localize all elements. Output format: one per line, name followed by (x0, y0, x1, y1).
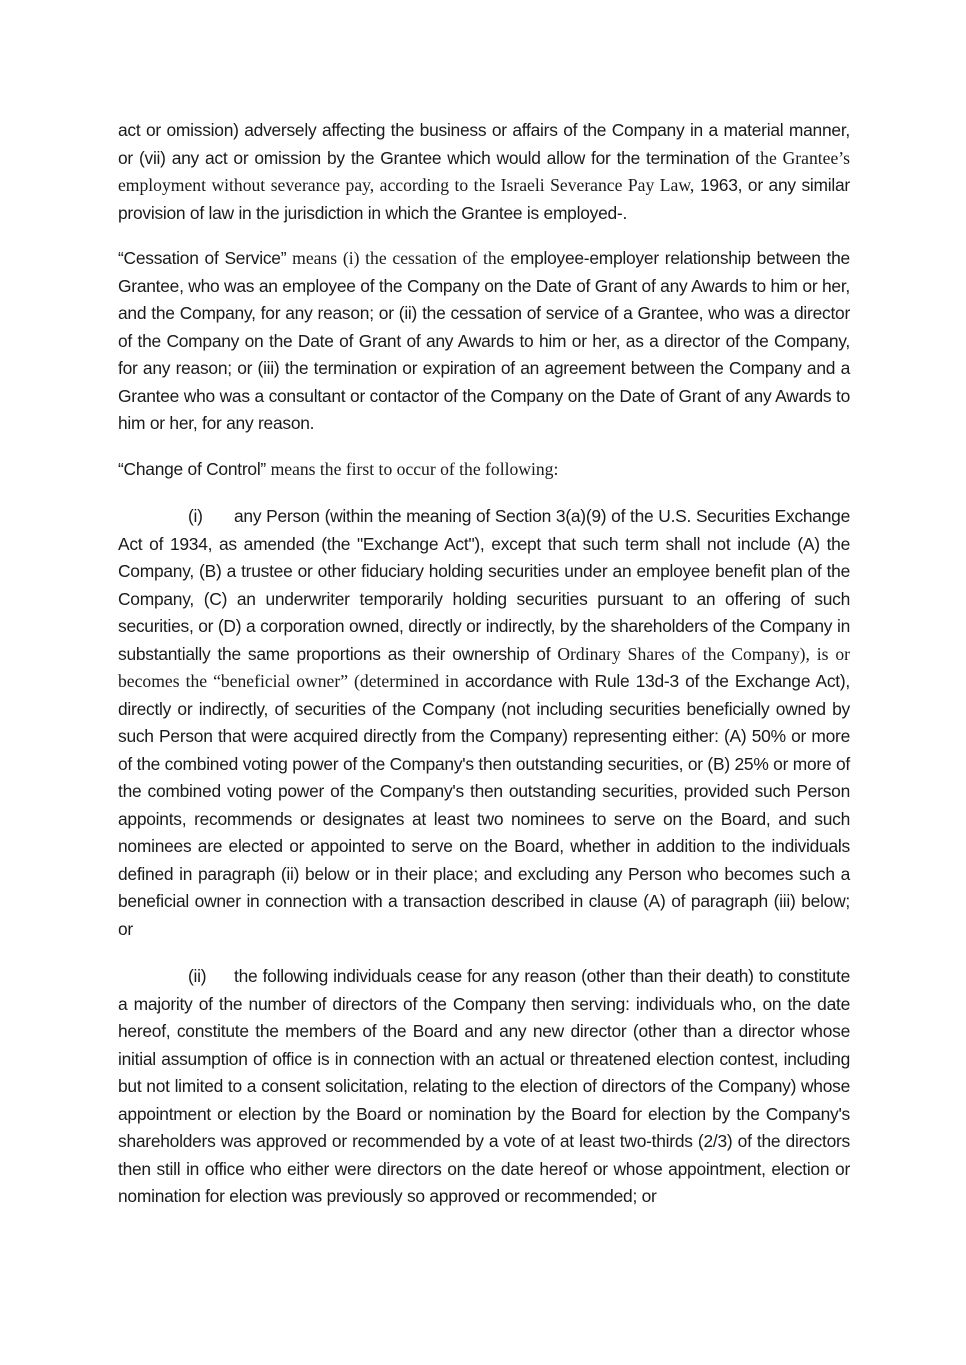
list-item-text: accordance with Rule 13d-3 of the Exchange Act), directly or indirectly, of securities of the Company (not including securities beneficially owned by such Person that were acquired directly from the Company) representing either: (A) 50% or more of the combined voting power of the Company's then outstanding securities, or (B) 25% or more of the combined voting power of the Company's then outstanding securities, provided such Person appoints, recommends or designates at least two nominees to serve on the Board, and such nominees are elected or appointed to serve on the Board, whether in addition to the individuals defined in paragraph (ii) below or in their place; and excluding any Person who becomes such a beneficial owner in connection with a transaction described in clause (A) of paragraph (iii) below; or (118, 671, 850, 939)
paragraph-cause-continuation (118, 117, 850, 227)
list-number: (ii) (188, 966, 207, 986)
paragraph-text-serif: the Grantee’s employment without severance pay, according to the Israeli Severance Pay Law, (118, 147, 850, 195)
paragraph-text: act or omission) adversely affecting the business or affairs of the Company in a material manner, or (vii) any act or omission by the Grantee which would allow for the termination of (118, 120, 850, 168)
list-item-i (118, 503, 850, 943)
defined-term: “Change of Control” (118, 458, 266, 479)
definition-lead: means (i) the cessation of the (292, 248, 505, 268)
list-item-ii (118, 963, 850, 1211)
document-page (118, 117, 850, 1211)
list-number: (i) (188, 506, 203, 526)
definition-lead: means the first to occur of the following: (270, 458, 559, 479)
paragraph-text: 1963, or any similar provision of law in the jurisdiction in which the Grantee is employed-. (118, 175, 850, 223)
definition-body: employee-employer relationship between the Grantee, who was an employee of the Company on the Date of Grant of any Awards to him or her, and the Company, for any reason; or (ii) the cessation of service of a Grantee, who was a director of the Company on the Date of Grant of any Awards to him or her, as a director of the Company, for any reason; or (iii) the termination or expiration of an agreement between the Company and a Grantee who was a consultant or contactor of the Company on the Date of Grant of any Awards to him or her, for any reason. (118, 248, 850, 433)
definition-cessation-of-service (118, 245, 850, 438)
definition-change-of-control (118, 456, 850, 484)
list-item-text-serif: Ordinary Shares of the Company), is or becomes the “beneficial owner” (determined in (118, 643, 850, 691)
list-item-text: any Person (within the meaning of Section 3(a)(9) of the U.S. Securities Exchange Act of 1934, as amended (the "Exchange Act"), except that such term shall not include (A) the Company, (B) a trustee or other fiduciary holding securities under an employee benefit plan of the Company, (C) an underwriter temporarily holding securities pursuant to an offering of such securities, or (D) a corporation owned, directly or indirectly, by the shareholders of the Company in substantially the same proportions as their ownership of (118, 506, 850, 664)
list-item-text: the following individuals cease for any reason (other than their death) to constitute a majority of the number of directors of the Company then serving: individuals who, on the date hereof, constitute the members of the Board and any new director (other than a director whose initial assumption of office is in connection with an actual or threatened election contest, including but not limited to a consent solicitation, relating to the election of directors of the Company) whose appointment or election by the Board or nomination by the Board for election by the Company's shareholders was approved or recommended by a vote of at least two-thirds (2/3) of the directors then still in office who either were directors on the date hereof or whose appointment, election or nomination for election was previously so approved or recommended; or (118, 966, 850, 1206)
defined-term: “Cessation of Service” (118, 248, 287, 268)
